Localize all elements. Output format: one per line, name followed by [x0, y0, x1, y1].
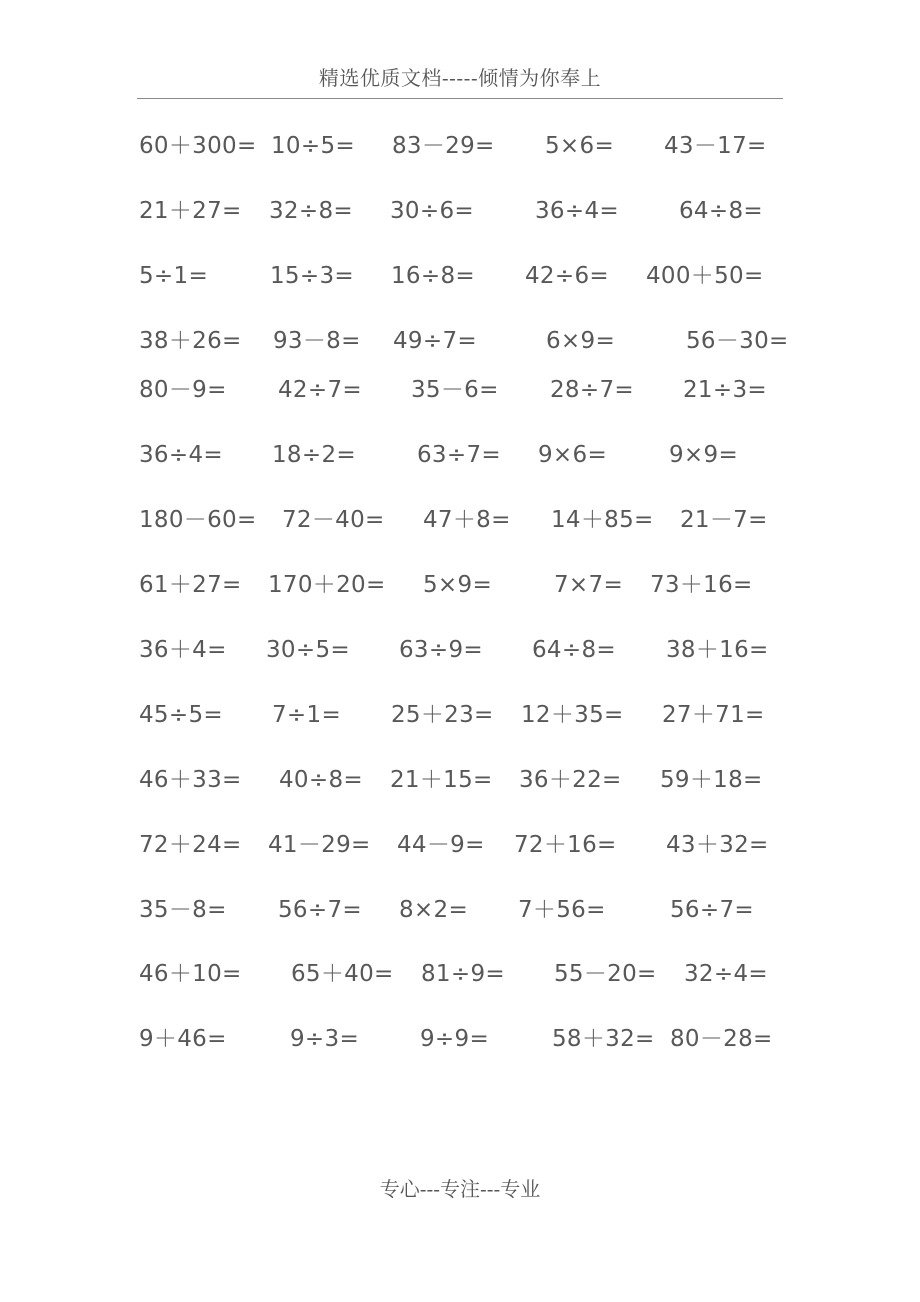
problem-item: 63÷7=	[417, 442, 501, 468]
problem-item: 30÷6=	[390, 198, 474, 224]
problem-item: 7×7=	[554, 572, 624, 598]
problem-item: 64÷8=	[679, 198, 763, 224]
problem-item: 35－8=	[139, 897, 227, 923]
problem-row	[0, 435, 920, 475]
problem-item: 72＋24=	[139, 832, 242, 858]
problem-item: 9×6=	[538, 442, 608, 468]
problem-item: 8×2=	[399, 897, 469, 923]
problem-item: 9＋46=	[139, 1026, 227, 1052]
problem-item: 64÷8=	[532, 637, 616, 663]
problem-item: 38＋16=	[666, 637, 769, 663]
problem-item: 5÷1=	[139, 263, 209, 289]
problem-row	[0, 321, 920, 361]
problem-item: 10÷5=	[271, 133, 355, 159]
problem-row	[0, 630, 920, 670]
problem-item: 32÷4=	[684, 961, 768, 987]
problem-item: 65＋40=	[291, 961, 394, 987]
problem-row	[0, 126, 920, 166]
problem-item: 21－7=	[680, 507, 768, 533]
problem-item: 56－30=	[686, 328, 789, 354]
page-header: 精选优质文档-----倾情为你奉上	[318, 66, 602, 90]
problem-item: 56÷7=	[670, 897, 754, 923]
problem-item: 15÷3=	[270, 263, 354, 289]
problem-item: 83－29=	[392, 133, 495, 159]
problem-item: 35－6=	[411, 377, 499, 403]
problem-item: 21＋27=	[139, 198, 242, 224]
problem-item: 9÷9=	[420, 1026, 490, 1052]
problem-item: 42÷7=	[278, 377, 362, 403]
problem-item: 72＋16=	[514, 832, 617, 858]
problem-item: 14＋85=	[551, 507, 654, 533]
problem-item: 9×9=	[669, 442, 739, 468]
problem-row	[0, 954, 920, 994]
problem-item: 18÷2=	[272, 442, 356, 468]
problem-row	[0, 695, 920, 735]
problem-item: 32÷8=	[269, 198, 353, 224]
problem-item: 30÷5=	[266, 637, 350, 663]
problem-item: 45÷5=	[139, 702, 223, 728]
problem-row	[0, 825, 920, 865]
problem-item: 7＋56=	[518, 897, 606, 923]
problem-row	[0, 760, 920, 800]
problem-row	[0, 1019, 920, 1059]
problem-item: 56÷7=	[278, 897, 362, 923]
problem-item: 42÷6=	[525, 263, 609, 289]
problem-item: 7÷1=	[272, 702, 342, 728]
problem-item: 36÷4=	[535, 198, 619, 224]
problem-item: 49÷7=	[393, 328, 477, 354]
problem-item: 25＋23=	[391, 702, 494, 728]
problem-item: 28÷7=	[550, 377, 634, 403]
problem-item: 80－28=	[670, 1026, 773, 1052]
problem-row	[0, 565, 920, 605]
problem-item: 61＋27=	[139, 572, 242, 598]
problem-item: 44－9=	[397, 832, 485, 858]
problem-item: 81÷9=	[421, 961, 505, 987]
problem-row	[0, 500, 920, 540]
problem-item: 12＋35=	[521, 702, 624, 728]
page-footer: 专心---专注---专业	[379, 1177, 541, 1201]
problem-row	[0, 890, 920, 930]
problem-item: 38＋26=	[139, 328, 242, 354]
problem-item: 73＋16=	[650, 572, 753, 598]
problem-item: 60＋300=	[139, 133, 257, 159]
problem-item: 43＋32=	[666, 832, 769, 858]
problem-item: 46＋10=	[139, 961, 242, 987]
problem-item: 16÷8=	[391, 263, 475, 289]
problem-item: 47＋8=	[423, 507, 511, 533]
problem-item: 36＋22=	[519, 767, 622, 793]
problem-item: 21÷3=	[683, 377, 767, 403]
problem-item: 9÷3=	[290, 1026, 360, 1052]
problem-item: 27＋71=	[662, 702, 765, 728]
problem-item: 36÷4=	[139, 442, 223, 468]
problem-item: 40÷8=	[279, 767, 363, 793]
problem-item: 170＋20=	[268, 572, 386, 598]
problem-item: 180－60=	[139, 507, 257, 533]
problem-item: 93－8=	[273, 328, 361, 354]
problem-row	[0, 256, 920, 296]
problem-item: 46＋33=	[139, 767, 242, 793]
problem-item: 43－17=	[664, 133, 767, 159]
problem-item: 5×6=	[545, 133, 615, 159]
problem-item: 41－29=	[268, 832, 371, 858]
problem-item: 36＋4=	[139, 637, 227, 663]
problem-item: 80－9=	[139, 377, 227, 403]
problem-item: 59＋18=	[660, 767, 763, 793]
problem-item: 21＋15=	[390, 767, 493, 793]
problem-item: 58＋32=	[552, 1026, 655, 1052]
problem-item: 63÷9=	[399, 637, 483, 663]
problem-item: 72－40=	[282, 507, 385, 533]
problem-item: 6×9=	[546, 328, 616, 354]
problem-item: 400＋50=	[646, 263, 764, 289]
problem-row	[0, 370, 920, 410]
problem-item: 5×9=	[423, 572, 493, 598]
problem-row	[0, 191, 920, 231]
problem-item: 55－20=	[554, 961, 657, 987]
